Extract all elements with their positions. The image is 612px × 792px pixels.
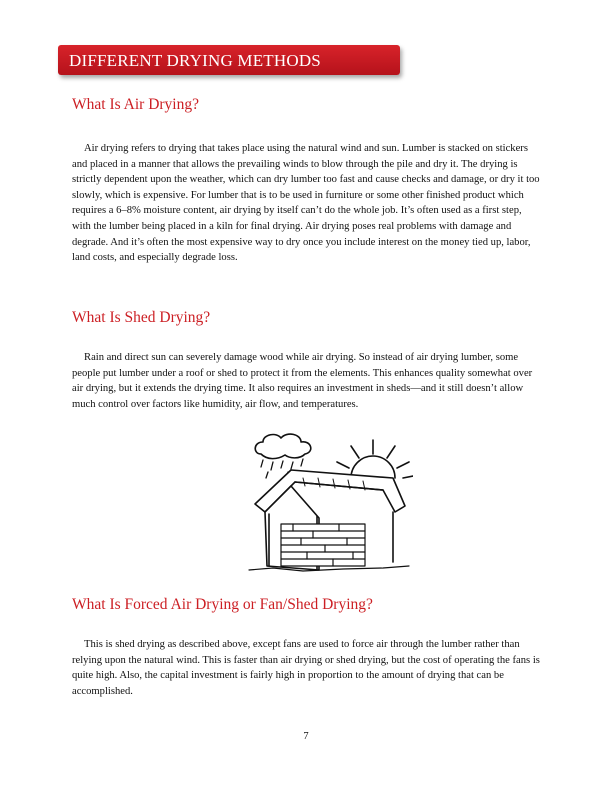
lumber-stack [281,524,365,566]
paragraph-forced-air-drying: This is shed drying as described above, except fans are used to force air through the lumber rather than relying upon the natural wind. This is faster than air drying or shed drying, but the cost of operating the fans is quite high. Also, the capital investment is fairly high in proportion to the amount of drying that can be accomplished. [72,639,540,697]
page-number: 7 [303,731,309,742]
shed-illustration [243,432,413,586]
heading-shed-drying: What Is Shed Drying? [72,309,211,326]
cloud-icon [255,434,311,459]
heading-air-drying: What Is Air Drying? [72,96,199,113]
paragraph-shed-drying: Rain and direct sun can severely damage wood while air drying. So instead of air drying lumber, some people put lumber under a roof or shed to protect it from the elements. This enhances quality somewhat over air drying, but it extends the drying time. It also requires an investment in sheds—and it still doesn’t allow much control over factors like humidity, air flow, and temperatures. [72,352,533,410]
section-banner [58,45,400,75]
banner-title: DIFFERENT DRYING METHODS [69,51,321,70]
sun-icon [331,440,413,478]
heading-forced-air-drying: What Is Forced Air Drying or Fan/Shed Drying? [72,596,373,613]
paragraph-air-drying: Air drying refers to drying that takes place using the natural wind and sun. Lumber is stacked on stickers and placed in a manner that allows the prevailing winds to blow through the pile and dry it. The drying is strictly dependent upon the weather, which can dry lumber too fast and cause checks and damage, or dry it too slowly, which is expensive. For lumber that is to be used in furniture or some other finished product which requires a 6–8% moisture content, air drying by itself can’t do the whole job. It’s often used as a first step, with the lumber being placed in a kiln for final drying. Air drying poses real problems with damage and degrade. And it’s often the most expensive way to dry once you include interest on the money tied up, labor, land costs, and especially degrade loss. [72,143,540,264]
